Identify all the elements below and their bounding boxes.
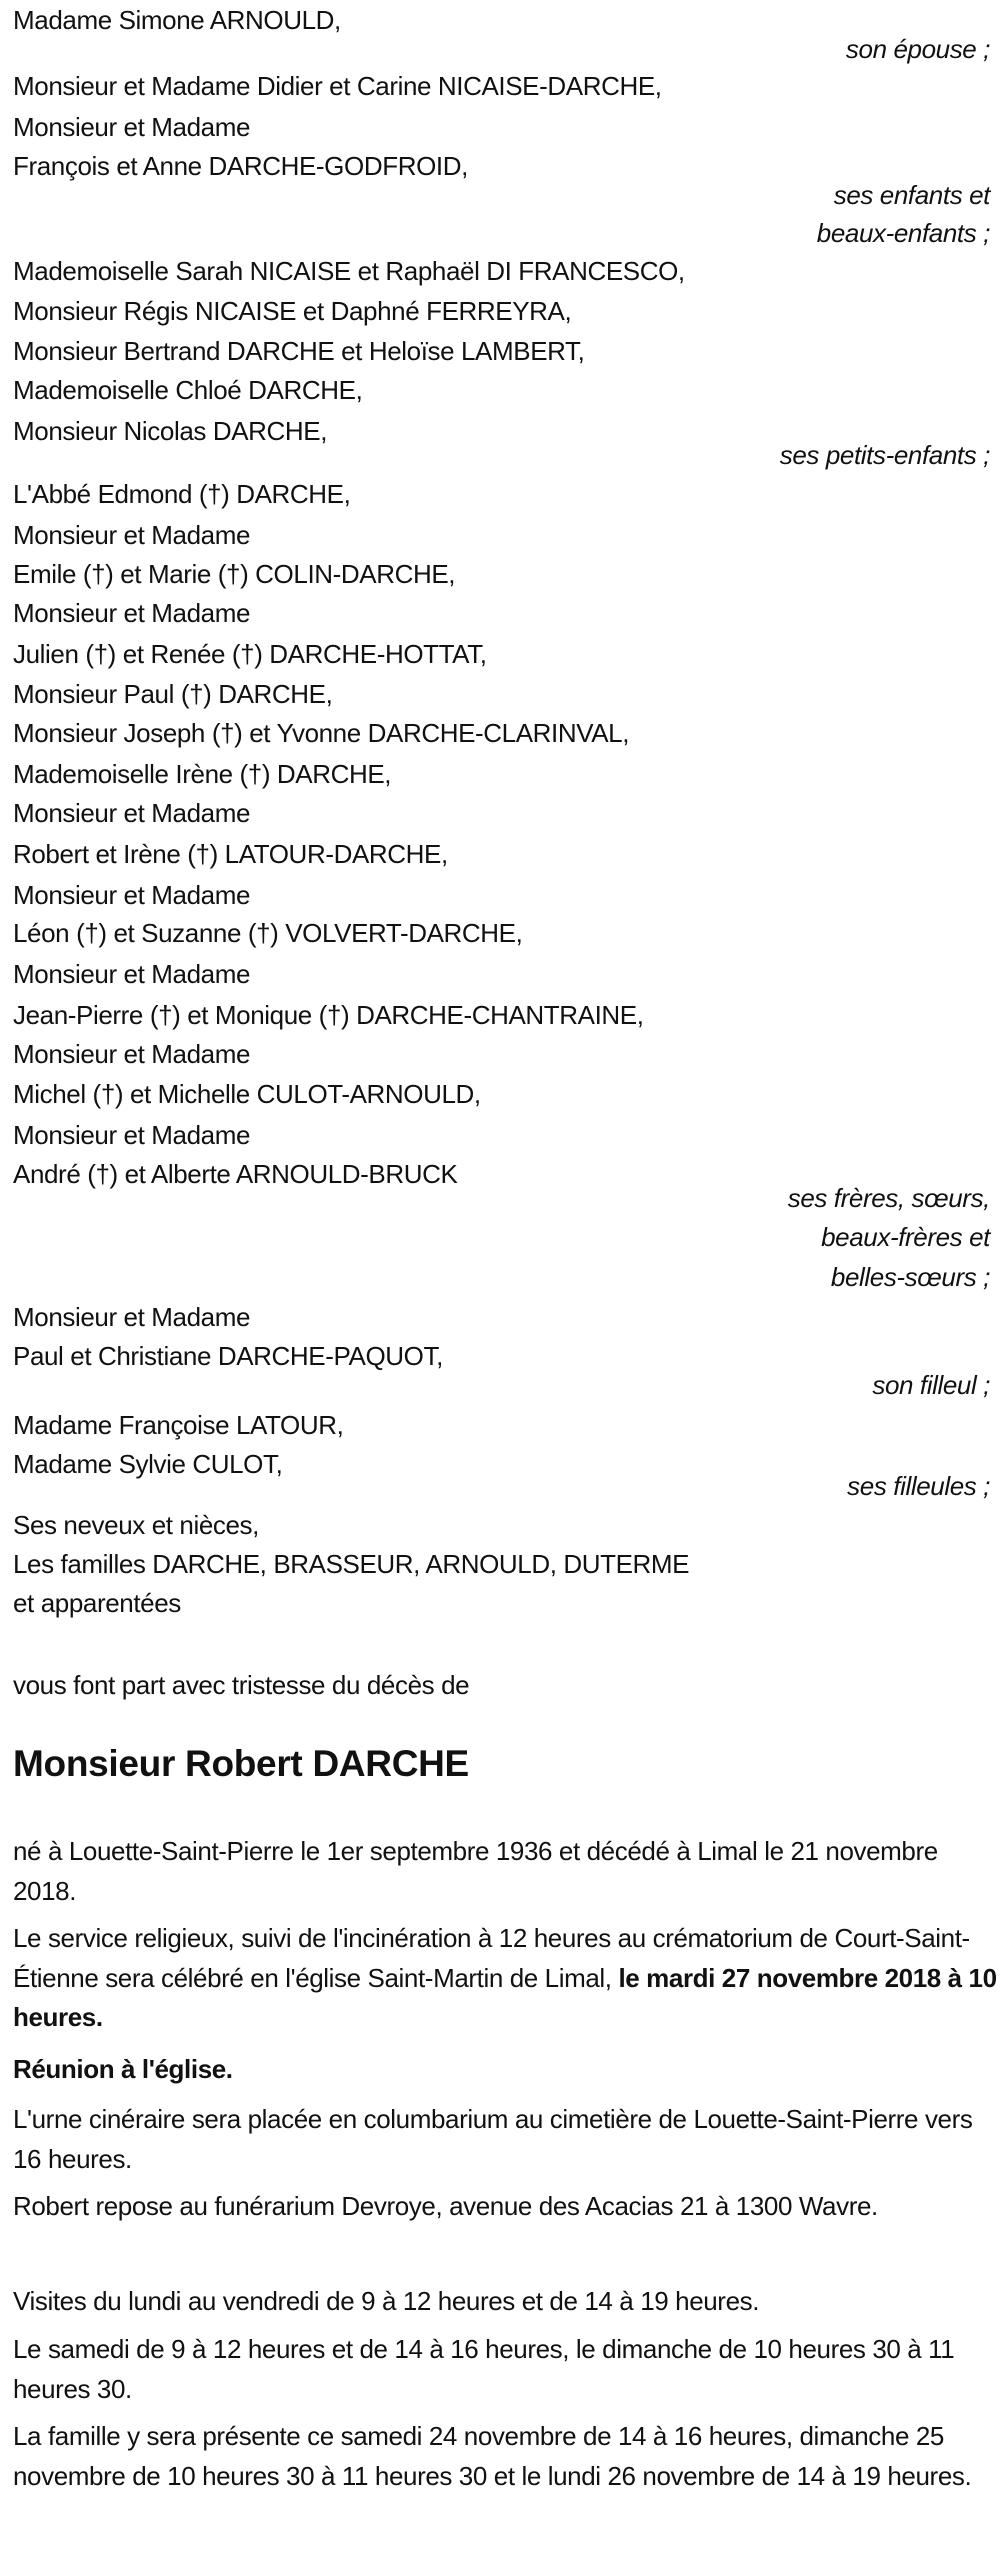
family-line: Monsieur et Madame [13, 1302, 251, 1332]
family-line: Monsieur et Madame [13, 112, 251, 142]
family-line: L'Abbé Edmond (†) DARCHE, [13, 479, 351, 509]
family-line: Monsieur et Madame [13, 880, 251, 910]
family-line: Julien (†) et Renée (†) DARCHE-HOTTAT, [13, 639, 487, 669]
family-line: Monsieur et Madame [13, 959, 251, 989]
family-line: Monsieur et Madame [13, 520, 251, 550]
family-line: Mademoiselle Sarah NICAISE et Raphaël DI FRANCESCO, [13, 256, 685, 286]
deceased-name: Monsieur Robert DARCHE [13, 1743, 469, 1784]
family-line: Monsieur et Madame [13, 798, 251, 828]
meeting-paragraph: Réunion à l'église. [13, 2054, 233, 2084]
family-line: Monsieur et Madame [13, 1039, 251, 1069]
family-line: Madame Françoise LATOUR, [13, 1410, 344, 1440]
birth-death-paragraph: né à Louette-Saint-Pierre le 1er septembre 1936 et décédé à Limal le 21 novembre 2018. [13, 1836, 938, 1906]
family-presence-paragraph: La famille y sera présente ce samedi 24 novembre de 14 à 16 heures, dimanche 25 novembre de 10 heures 30 à 11 heures 30 et le lundi 26 novembre de 14 à 19 heures. [13, 2421, 972, 2491]
visits-week-paragraph: Visites du lundi au vendredi de 9 à 12 heures et de 14 à 19 heures. [13, 2286, 760, 2316]
family-line: Monsieur et Madame Didier et Carine NICAISE-DARCHE, [13, 71, 662, 101]
family-line: Ses neveux et nièces, [13, 1510, 259, 1540]
relation-label: beaux-enfants ; [816, 218, 990, 248]
visits-weekend-paragraph: Le samedi de 9 à 12 heures et de 14 à 16 heures, le dimanche de 10 heures 30 à 11 heures 30. [13, 2334, 955, 2404]
family-line: Monsieur Régis NICAISE et Daphné FERREYRA, [13, 296, 572, 326]
family-line: Mademoiselle Chloé DARCHE, [13, 375, 363, 405]
service-text: Le service religieux, suivi de l'incinération à 12 heures au crématorium de Court-Saint-Étienne sera célébré en l'église Saint-Martin de Limal, [13, 1923, 970, 1993]
family-line: André (†) et Alberte ARNOULD-BRUCK [13, 1159, 458, 1189]
family-line: Les familles DARCHE, BRASSEUR, ARNOULD, DUTERME [13, 1549, 690, 1579]
family-line: Monsieur Joseph (†) et Yvonne DARCHE-CLARINVAL, [13, 718, 630, 748]
relation-label: son épouse ; [845, 34, 990, 64]
funeral-home-paragraph: Robert repose au funérarium Devroye, avenue des Acacias 21 à 1300 Wavre. [13, 2191, 878, 2221]
family-line: Madame Simone ARNOULD, [13, 5, 341, 35]
family-line: Léon (†) et Suzanne (†) VOLVERT-DARCHE, [13, 918, 523, 948]
family-line: François et Anne DARCHE-GODFROID, [13, 151, 468, 181]
family-line: Monsieur et Madame [13, 1120, 251, 1150]
family-line: Mademoiselle Irène (†) DARCHE, [13, 759, 392, 789]
relation-label: ses filleules ; [847, 1471, 990, 1501]
family-line: Paul et Christiane DARCHE-PAQUOT, [13, 1341, 443, 1371]
family-line: Monsieur Bertrand DARCHE et Heloïse LAMBERT, [13, 336, 585, 366]
family-line: Emile (†) et Marie (†) COLIN-DARCHE, [13, 559, 456, 589]
relation-label: beaux-frères et [821, 1222, 990, 1252]
family-line: Robert et Irène (†) LATOUR-DARCHE, [13, 839, 448, 869]
announcement: vous font part avec tristesse du décès de [13, 1670, 470, 1700]
relation-label: belles-sœurs ; [830, 1262, 990, 1292]
relation-label: ses frères, sœurs, [787, 1183, 990, 1213]
urn-paragraph: L'urne cinéraire sera placée en columbarium au cimetière de Louette-Saint-Pierre vers 16 heures. [13, 2104, 973, 2174]
family-line: Michel (†) et Michelle CULOT-ARNOULD, [13, 1079, 481, 1109]
family-line: et apparentées [13, 1588, 181, 1618]
relation-label: son filleul ; [872, 1370, 990, 1400]
family-line: Monsieur et Madame [13, 598, 251, 628]
family-line: Madame Sylvie CULOT, [13, 1449, 283, 1479]
family-line: Monsieur Nicolas DARCHE, [13, 416, 328, 446]
service-date: le mardi 27 novembre 2018 à 10 heures. [13, 1962, 997, 2032]
relation-label: ses petits-enfants ; [779, 440, 990, 470]
relation-label: ses enfants et [833, 180, 990, 210]
family-line: Monsieur Paul (†) DARCHE, [13, 679, 333, 709]
family-line: Jean-Pierre (†) et Monique (†) DARCHE-CHANTRAINE, [13, 1000, 644, 1030]
service-paragraph [13, 1919, 998, 2038]
